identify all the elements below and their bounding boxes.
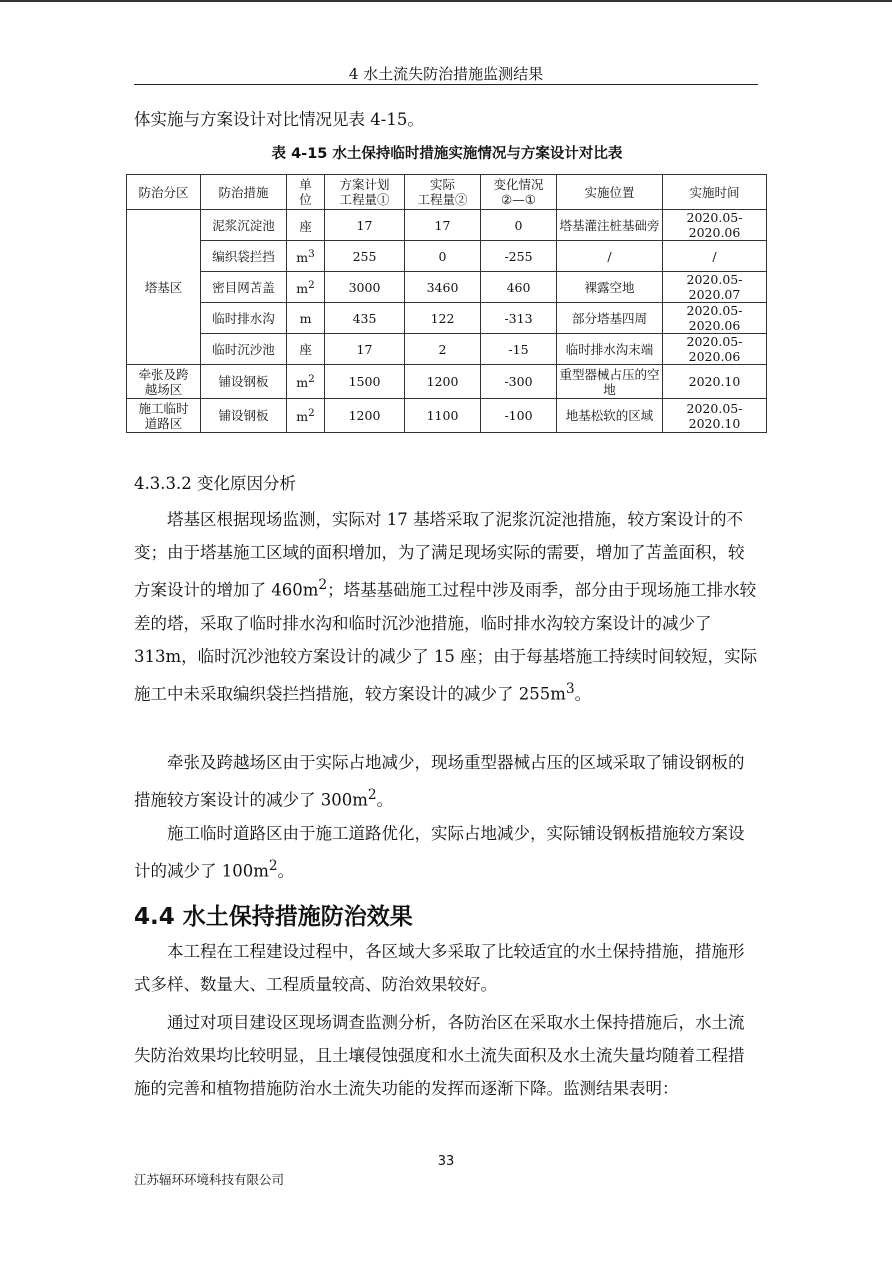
cell-change: -300 (481, 365, 557, 399)
cell-time: 2020.10 (663, 365, 767, 399)
zone-pull: 牵张及跨 越场区 (127, 365, 201, 399)
company-name: 江苏辐环环境科技有限公司 (134, 1172, 285, 1187)
table-row (127, 334, 767, 365)
header-unit: 单 位 (287, 175, 325, 210)
page-number: 33 (437, 1154, 455, 1169)
cell-location: 临时排水沟末端 (557, 334, 663, 365)
cell-actual: 1100 (405, 399, 481, 433)
section-heading: 4.4 水土保持措施防治效果 (134, 904, 413, 930)
intro-paragraph: 体实施与方案设计对比情况见表 4-15。 (134, 110, 424, 129)
cell-plan: 17 (325, 334, 405, 365)
cell-actual: 122 (405, 303, 481, 334)
cell-change: -313 (481, 303, 557, 334)
cell-actual: 1200 (405, 365, 481, 399)
cell-measure: 铺设钢板 (201, 399, 287, 433)
cell-location: / (557, 241, 663, 272)
cell-measure: 临时沉沙池 (201, 334, 287, 365)
cell-measure: 密目网苫盖 (201, 272, 287, 303)
cell-change: -255 (481, 241, 557, 272)
cell-unit: $m^3$ (287, 241, 325, 272)
cell-time: 2020.05- 2020.06 (663, 303, 767, 334)
paragraph-pull-analysis: 牵张及跨越场区由于实际占地减少，现场重型器械占压的区域采取了铺设钢板的措施较方案设计的减少了 $300m^2$。 (134, 753, 745, 810)
paragraph-effect-summary: 本工程在工程建设过程中，各区域大多采取了比较适宜的水土保持措施，措施形式多样、数量大、工程质量较高、防治效果较好。 (134, 942, 745, 994)
cell-location: 裸露空地 (557, 272, 663, 303)
cell-location: 塔基灌注桩基础旁 (557, 210, 663, 241)
header-plan: 方案计划 工程量① (325, 175, 405, 210)
cell-change: -15 (481, 334, 557, 365)
table-row (127, 399, 767, 433)
cell-time: 2020.05- 2020.06 (663, 334, 767, 365)
cell-measure: 临时排水沟 (201, 303, 287, 334)
header-measure: 防治措施 (201, 175, 287, 210)
header-zone: 防治分区 (127, 175, 201, 210)
header-actual: 实际 工程量② (405, 175, 481, 210)
zone-road: 施工临时 道路区 (127, 399, 201, 433)
cell-actual: 17 (405, 210, 481, 241)
cell-measure: 泥浆沉淀池 (201, 210, 287, 241)
cell-actual: 2 (405, 334, 481, 365)
table-row (127, 210, 767, 241)
paragraph-monitoring-result: 通过对项目建设区现场调查监测分析，各防治区在采取水土保持措施后，水土流失防治效果均比较明显，且土壤侵蚀强度和水土流失面积及水土流失量均随着工程措施的完善和植物措施防治水土流失功能的发挥而逐渐下降。监测结果表明： (134, 1013, 745, 1098)
cell-time: / (663, 241, 767, 272)
cell-location: 重型器械占压的空地 (557, 365, 663, 399)
header-time: 实施时间 (663, 175, 767, 210)
cell-plan: 435 (325, 303, 405, 334)
table-row (127, 272, 767, 303)
cell-change: -100 (481, 399, 557, 433)
cell-plan: 17 (325, 210, 405, 241)
table-row (127, 241, 767, 272)
running-header: 4 水土流失防治措施监测结果 (348, 65, 544, 83)
cell-plan: 1500 (325, 365, 405, 399)
cell-unit: m (287, 303, 325, 334)
table-row (127, 365, 767, 399)
cell-plan: 255 (325, 241, 405, 272)
cell-change: 0 (481, 210, 557, 241)
zone-tower: 塔基区 (127, 210, 201, 365)
page-top-border (0, 0, 892, 2)
paragraph-road-analysis: 施工临时道路区由于施工道路优化，实际占地减少，实际铺设钢板措施较方案设计的减少了 $100m^2$。 (134, 824, 745, 881)
cell-measure: 编织袋拦挡 (201, 241, 287, 272)
table-row (127, 303, 767, 334)
cell-time: 2020.05- 2020.07 (663, 272, 767, 303)
cell-unit: $m^2$ (287, 399, 325, 433)
cell-location: 地基松软的区域 (557, 399, 663, 433)
cell-actual: 0 (405, 241, 481, 272)
header-rule (134, 84, 758, 85)
cell-time: 2020.05- 2020.06 (663, 210, 767, 241)
cell-measure: 铺设钢板 (201, 365, 287, 399)
cell-time: 2020.05- 2020.10 (663, 399, 767, 433)
cell-unit: $m^2$ (287, 272, 325, 303)
cell-unit: 座 (287, 334, 325, 365)
cell-change: 460 (481, 272, 557, 303)
header-location: 实施位置 (557, 175, 663, 210)
paragraph-tower-analysis: 塔基区根据现场监测，实际对 17 基塔采取了泥浆沉淀池措施，较方案设计的不变；由于塔基施工区域的面积增加，为了满足现场实际的需要，增加了苫盖面积，较方案设计的增加了 $460m^2$；塔基基础施工过程中涉及雨季，部分由于现场施工排水较差的塔，采取了临时排水沟和临时沉沙池措施，临时排水沟较方案设计的减少了 313m，临时沉沙池较方案设计的减少了 15 座；由于每基塔施工持续时间较短，实际施工中未采取编织袋拦挡措施，较方案设计的减少了 $255m^3$。 (134, 510, 758, 703)
table-header-row (127, 175, 767, 210)
comparison-table (126, 174, 767, 433)
cell-location: 部分塔基四周 (557, 303, 663, 334)
subsection-title: 4.3.3.2 变化原因分析 (134, 474, 296, 493)
cell-plan: 1200 (325, 399, 405, 433)
header-change: 变化情况 ②—① (481, 175, 557, 210)
cell-plan: 3000 (325, 272, 405, 303)
table-caption: 表 4-15 水土保持临时措施实施情况与方案设计对比表 (271, 146, 623, 162)
cell-actual: 3460 (405, 272, 481, 303)
cell-unit: $m^2$ (287, 365, 325, 399)
cell-unit: 座 (287, 210, 325, 241)
